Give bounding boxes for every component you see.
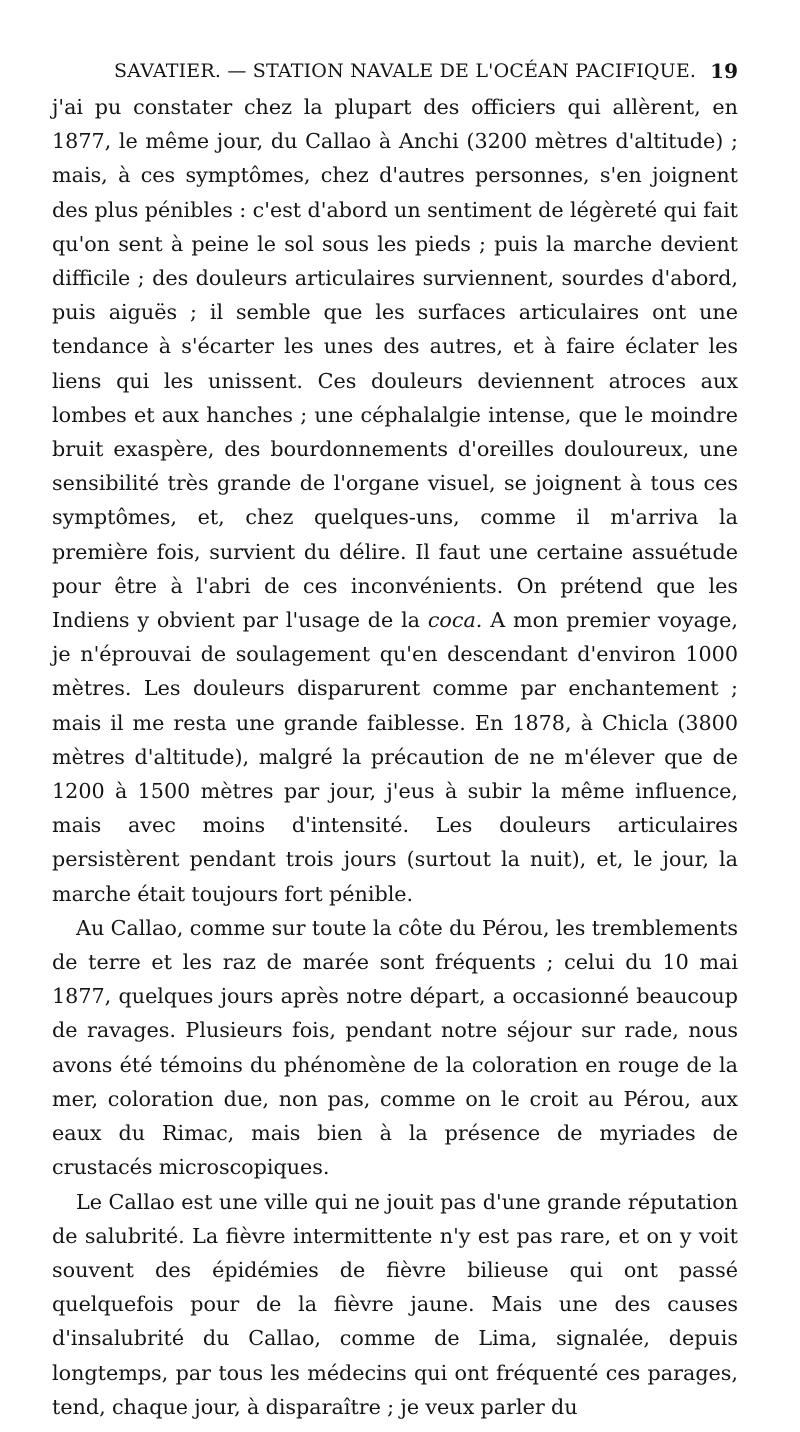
italic-word-coca: coca. (427, 608, 483, 633)
paragraph-altitude-sickness (52, 90, 738, 911)
paragraph-callao-salubrity: Le Callao est une ville qui ne jouit pas d'une grande réputation de salubrité. La fièvre intermittente n'y est pas rare, et on y voit souvent des épidémies de fièvre bilieuse qui ont passé quelquefois pour de la fièvre jaune. Mais une des causes d'insalubrité du Callao, comme de Lima, signalée, depuis longtemps, par tous les médecins qui ont fréquenté ces parages, tend, chaque jour, à disparaître ; je veux parler du (52, 1189, 738, 1419)
running-head (52, 56, 738, 90)
paragraph-earthquakes: Au Callao, comme sur toute la côte du Pérou, les tremblements de terre et les raz de marée sont fréquents ; celui du 10 mai 1877, quelques jours après notre départ, a occasionné beaucoup de ravages. Plusieurs fois, pendant notre séjour sur rade, nous avons été témoins du phénomène de la coloration en rouge de la mer, coloration due, non pas, comme on le croit au Pérou, aux eaux du Rimac, mais bien à la présence de myriades de crustacés microscopiques. (52, 915, 738, 1180)
running-title: SAVATIER. — STATION NAVALE DE L'OCÉAN PACIFIQUE. (114, 60, 697, 82)
paragraph-text: A mon premier voyage, je n'éprouvai de soulagement qu'en descendant d'environ 1000 mètres. Les douleurs disparurent comme par enchantement ; mais il me resta une grande faiblesse. En 1878, à Chicla (3800 mètres d'altitude), malgré la précaution de ne m'élever que de 1200 à 1500 mètres par jour, j'eus à subir la même influence, mais avec moins d'intensité. Les douleurs articulaires persistèrent pendant trois jours (surtout la nuit), et, le jour, la marche était toujours fort pénible. (52, 608, 738, 906)
body-text (52, 90, 738, 1424)
paragraph-text: j'ai pu constater chez la plupart des officiers qui allèrent, en 1877, le même jour, du Callao à Anchi (3200 mètres d'altitude) ; mais, à ces symptômes, chez d'autres personnes, s'en joignent des plus pénibles : c'est d'abord un sentiment de légèreté qui fait qu'on sent à peine le sol sous les pieds ; puis la marche devient difficile ; des douleurs articulaires surviennent, sourdes d'abord, puis aiguës ; il semble que les surfaces articulaires ont une tendance à s'écarter les unes des autres, et à faire éclater les liens qui les unissent. Ces douleurs deviennent atroces aux lombes et aux hanches ; une céphalalgie intense, que le moindre bruit exaspère, des bourdonnements d'oreilles douloureux, une sensibilité très grande de l'organe visuel, se joignent à tous ces symptômes, et, chez quelques-uns, comme il m'arriva la première fois, survient du délire. Il faut une certaine assuétude pour être à l'abri de ces inconvénients. On prétend que les Indiens y obvient par l'usage de la (52, 95, 738, 633)
page-number: 19 (710, 59, 738, 83)
book-page (52, 56, 738, 1424)
